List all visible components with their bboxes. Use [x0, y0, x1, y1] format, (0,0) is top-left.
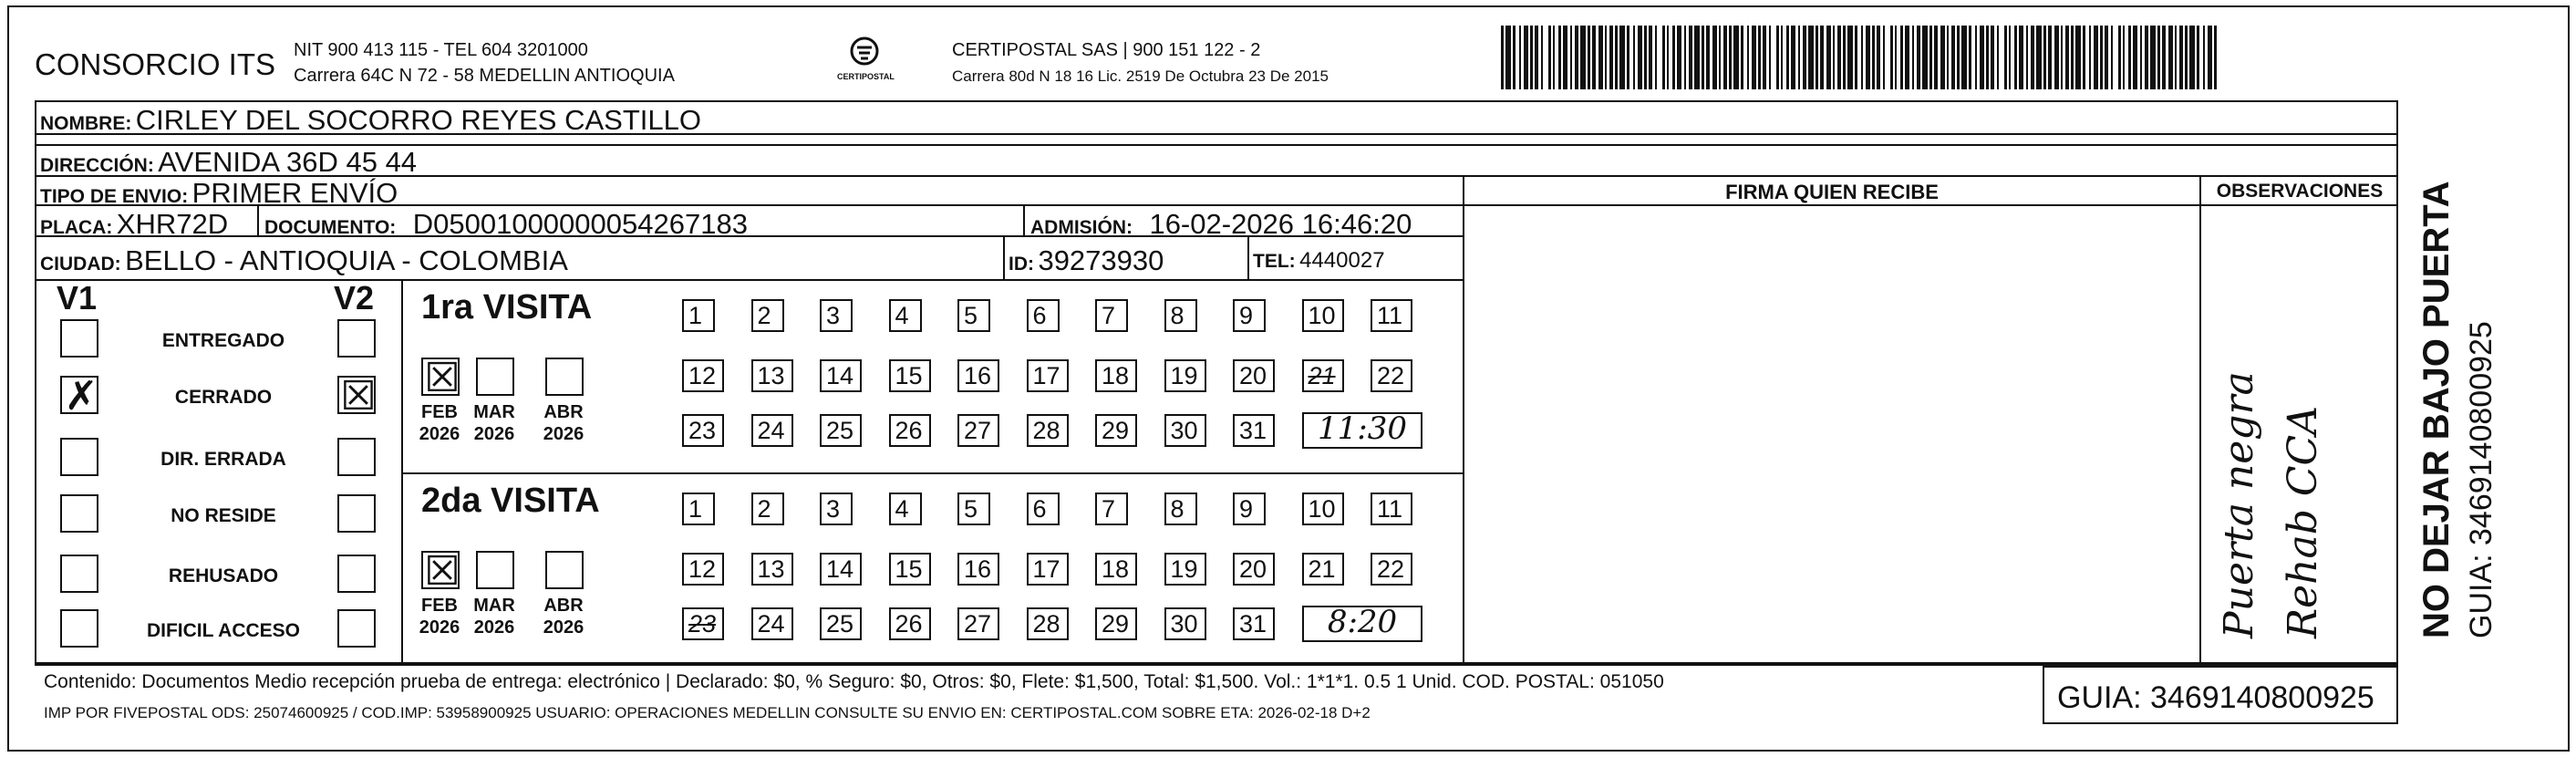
- barcode-bar: [1816, 26, 1818, 89]
- day-box[interactable]: 20: [1233, 553, 1275, 586]
- barcode-bar: [2089, 26, 2091, 89]
- barcode-bar: [1706, 26, 1710, 89]
- barcode-bar: [2214, 26, 2217, 89]
- barcode-bar: [1917, 26, 1920, 89]
- barcode-bar: [1519, 26, 1521, 89]
- city: BELLO - ANTIOQUIA - COLOMBIA: [125, 244, 568, 276]
- barcode-bar: [1563, 26, 1567, 89]
- day-box[interactable]: 9: [1233, 299, 1266, 332]
- day-box[interactable]: 1: [682, 493, 715, 525]
- day-box[interactable]: 26: [889, 607, 931, 640]
- visit-title: 1ra VISITA: [421, 288, 593, 327]
- barcode-bar: [2118, 26, 2121, 89]
- barcode-bar: [2071, 26, 2074, 89]
- barcode-bar: [1615, 26, 1618, 89]
- id-number: 39273930: [1038, 244, 1164, 276]
- barcode-bar: [1769, 26, 1771, 89]
- month-checkbox[interactable]: [476, 358, 514, 396]
- barcode-bar: [1570, 26, 1572, 89]
- day-box[interactable]: 25: [820, 414, 862, 447]
- barcode-bar: [1763, 26, 1766, 89]
- barcode-bar: [2123, 26, 2125, 89]
- day-box[interactable]: 15: [889, 359, 931, 392]
- day-box[interactable]: 10: [1302, 299, 1344, 332]
- company-address: Carrera 64C N 72 - 58 MEDELLIN ANTIOQUIA: [294, 66, 675, 86]
- barcode-bar: [1833, 26, 1835, 89]
- visit-title: 2da VISITA: [421, 482, 600, 520]
- barcode-bar: [1961, 26, 1967, 89]
- month-label: FEB 2026: [419, 402, 460, 444]
- barcode-bar: [2004, 26, 2007, 89]
- shipment-type: PRIMER ENVÍO: [191, 177, 398, 209]
- day-box[interactable]: 29: [1095, 414, 1137, 447]
- barcode-bar: [1905, 26, 1909, 89]
- barcode-bar: [1535, 26, 1538, 89]
- barcode-bar: [1747, 26, 1749, 89]
- city-label: CIUDAD:: [40, 254, 121, 275]
- barcode-bar: [1752, 26, 1756, 89]
- day-box[interactable]: 21: [1302, 553, 1344, 586]
- barcode-bar: [1861, 26, 1863, 89]
- barcode-bar: [1712, 26, 1717, 89]
- v2-checkbox[interactable]: [337, 494, 376, 533]
- barcode-bar: [1803, 26, 1806, 89]
- barcode-bar: [2043, 26, 2046, 89]
- barcode-bar: [2208, 26, 2212, 89]
- v2-checkbox[interactable]: [337, 438, 376, 476]
- barcode-bar: [2128, 26, 2131, 89]
- v1-label: V1: [57, 279, 98, 316]
- barcode-bar: [1791, 26, 1795, 89]
- barcode-bar: [1808, 26, 1814, 89]
- barcode-bar: [2061, 26, 2063, 89]
- barcode-bar: [1662, 26, 1665, 89]
- barcode-bar: [2014, 26, 2017, 89]
- barcode-bar: [1957, 26, 1960, 89]
- no-dejar-bajo-puerta: NO DEJAR BAJO PUERTA: [2416, 181, 2457, 638]
- status-label: REHUSADO: [168, 565, 279, 586]
- barcode-bar: [1548, 26, 1551, 89]
- day-box[interactable]: 11: [1371, 299, 1412, 332]
- barcode-bar: [1638, 26, 1642, 89]
- barcode-bar: [2175, 26, 2177, 89]
- observations-note-1: Puerta negra: [2216, 371, 2262, 638]
- barcode-bar: [1729, 26, 1732, 89]
- status-label: ENTREGADO: [161, 330, 285, 351]
- status-label: CERRADO: [174, 387, 273, 408]
- day-box[interactable]: 2: [751, 299, 784, 332]
- company-nit-tel: NIT 900 413 115 - TEL 604 3201000: [294, 40, 588, 60]
- barcode-bar: [2036, 26, 2042, 89]
- day-box[interactable]: 8: [1164, 299, 1197, 332]
- barcode-bar: [1633, 26, 1635, 89]
- barcode-bar: [1588, 26, 1590, 89]
- day-box[interactable]: 7: [1095, 299, 1128, 332]
- barcode-bar: [1895, 26, 1897, 89]
- barcode-bar: [1951, 26, 1955, 89]
- barcode-bar: [1798, 26, 1800, 89]
- day-box[interactable]: 2: [751, 493, 784, 525]
- day-box[interactable]: 6: [1027, 299, 1060, 332]
- barcode-bar: [1723, 26, 1727, 89]
- barcode-bar: [1883, 26, 1885, 89]
- barcode-bar: [2019, 26, 2023, 89]
- barcode-bar: [2065, 26, 2069, 89]
- day-box[interactable]: 30: [1164, 414, 1206, 447]
- barcode-bar: [1719, 26, 1721, 89]
- barcode-bar: [2026, 26, 2028, 89]
- barcode-bar: [1733, 26, 1739, 89]
- barcode-bar: [2083, 26, 2085, 89]
- barcode-bar: [1922, 26, 1928, 89]
- v2-checkbox[interactable]: ☒: [337, 376, 376, 414]
- barcode-bar: [1619, 26, 1625, 89]
- day-box[interactable]: 3: [820, 299, 853, 332]
- day-box[interactable]: 12: [682, 553, 724, 586]
- barcode-bar: [1843, 26, 1846, 89]
- barcode-bar: [1580, 26, 1586, 89]
- month-checkbox[interactable]: ☒: [421, 358, 460, 396]
- month-checkbox[interactable]: [545, 551, 584, 589]
- barcode-bar: [1541, 26, 1543, 89]
- barcode-bar: [2150, 26, 2156, 89]
- barcode-bar: [1912, 26, 1914, 89]
- day-box[interactable]: 8: [1164, 493, 1197, 525]
- barcode-bar: [2094, 26, 2098, 89]
- company-name: CONSORCIO ITS: [35, 47, 276, 81]
- barcode-bar: [1513, 26, 1516, 89]
- barcode-bar: [2133, 26, 2137, 89]
- recipient-name: CIRLEY DEL SOCORRO REYES CASTILLO: [135, 104, 701, 136]
- admission-date: 16-02-2026 16:46:20: [1149, 208, 1412, 240]
- barcode-bar: [2111, 26, 2113, 89]
- day-box[interactable]: 19: [1164, 553, 1206, 586]
- barcode-bar: [2185, 26, 2188, 89]
- plate-label: PLACA:: [40, 217, 113, 238]
- barcode-bar: [2054, 26, 2059, 89]
- barcode-bar: [1969, 26, 1971, 89]
- barcode-bar: [1872, 26, 1875, 89]
- month-label: MAR 2026: [473, 596, 515, 638]
- status-label: DIR. ERRADA: [160, 449, 286, 470]
- barcode-bar: [2100, 26, 2103, 89]
- logo-emblem-icon: [844, 36, 885, 67]
- day-box[interactable]: 22: [1371, 359, 1412, 392]
- barcode-bar: [2075, 26, 2081, 89]
- address-label: DIRECCIÓN:: [40, 155, 154, 176]
- tel-label: TEL:: [1253, 251, 1296, 272]
- day-box[interactable]: 22: [1371, 553, 1412, 586]
- barcode-bar: [1997, 26, 1999, 89]
- barcode-bar: [1684, 26, 1686, 89]
- barcode-bar: [1649, 26, 1652, 89]
- barcode-bar: [1524, 26, 1528, 89]
- barcode-bar: [1575, 26, 1578, 89]
- status-label: NO RESIDE: [171, 505, 276, 526]
- day-box[interactable]: 28: [1027, 414, 1069, 447]
- day-box[interactable]: 5: [957, 299, 990, 332]
- barcode-bar: [2162, 26, 2166, 89]
- barcode-bar: [1947, 26, 1949, 89]
- barcode-bar: [1694, 26, 1700, 89]
- logo-text: CERTIPOSTAL: [837, 72, 895, 81]
- tel-number: 4440027: [1299, 248, 1385, 273]
- day-box[interactable]: 18: [1095, 359, 1137, 392]
- footer-imp-line: IMP POR FIVEPOSTAL ODS: 25074600925 / COD.IMP: 53958900925 USUARIO: OPERACIONES MEDELLIN CONSULTE SU ENVIO EN: CERTIPOSTAL.COM SOBRE ETA: 2026-02-18 D+2: [44, 704, 1371, 721]
- day-box[interactable]: 14: [820, 553, 862, 586]
- day-box[interactable]: 17: [1027, 359, 1069, 392]
- day-box[interactable]: 27: [957, 607, 999, 640]
- name-label: NOMBRE:: [40, 113, 132, 134]
- courier-line1: CERTIPOSTAL SAS | 900 151 122 - 2: [952, 40, 1261, 60]
- month-label: MAR 2026: [473, 402, 515, 444]
- visit-time-box[interactable]: 11:30: [1302, 412, 1422, 449]
- barcode-bar: [1940, 26, 1945, 89]
- v1-checkbox[interactable]: [60, 494, 98, 533]
- barcode-bar: [1501, 26, 1504, 89]
- barcode-bar: [1598, 26, 1603, 89]
- v2-label: V2: [334, 279, 375, 316]
- barcode-bar: [1820, 26, 1824, 89]
- barcode-bar: [2203, 26, 2205, 89]
- barcode-bar: [1505, 26, 1511, 89]
- barcode-bar: [1741, 26, 1743, 89]
- barcode-bar: [2031, 26, 2034, 89]
- day-box[interactable]: 4: [889, 493, 922, 525]
- barcode-bar: [1758, 26, 1761, 89]
- barcode-bar: [1553, 26, 1555, 89]
- day-box[interactable]: 30: [1164, 607, 1206, 640]
- barcode-bar: [1530, 26, 1533, 89]
- day-box[interactable]: 10: [1302, 493, 1344, 525]
- day-box[interactable]: 24: [751, 414, 793, 447]
- barcode-bar: [2157, 26, 2160, 89]
- day-box[interactable]: 13: [751, 359, 793, 392]
- status-label: DIFICIL ACCESO: [146, 620, 300, 641]
- barcode-bar: [1644, 26, 1647, 89]
- day-box[interactable]: 29: [1095, 607, 1137, 640]
- barcode-bar: [1877, 26, 1880, 89]
- admission-label: ADMISIÓN:: [1030, 217, 1133, 238]
- barcode-bar: [1689, 26, 1692, 89]
- barcode-bar: [1702, 26, 1704, 89]
- id-label: ID:: [1009, 254, 1034, 275]
- day-box[interactable]: 27: [957, 414, 999, 447]
- barcode-bar: [1975, 26, 1977, 89]
- barcode-bar: [1847, 26, 1853, 89]
- barcode-bar: [1558, 26, 1561, 89]
- barcode-bar: [1609, 26, 1613, 89]
- barcode-bar: [1592, 26, 1596, 89]
- barcode-bar: [1837, 26, 1841, 89]
- shipment-type-label: TIPO DE ENVIO:: [40, 186, 189, 207]
- barcode-bar: [2140, 26, 2142, 89]
- barcode-bar: [1672, 26, 1675, 89]
- plate: XHR72D: [116, 208, 229, 240]
- barcode-bar: [1826, 26, 1831, 89]
- footer-content-line: Contenido: Documentos Medio recepción prueba de entrega: electrónico | Declarado: $0, % Seguro: $0, Otros: $0, Flete: $1,500, Total: $1,500. Vol.: 1*1*1. 0.5 1 Unid. COD. POSTAL: 051050: [44, 671, 1664, 692]
- day-box[interactable]: 25: [820, 607, 862, 640]
- barcode-bar: [1866, 26, 1870, 89]
- day-box[interactable]: 23: [682, 414, 724, 447]
- day-box[interactable]: 21: [1302, 359, 1344, 392]
- day-box[interactable]: 16: [957, 359, 999, 392]
- month-label: FEB 2026: [419, 596, 460, 638]
- barcode-bar: [2105, 26, 2108, 89]
- barcode-bar: [2189, 26, 2195, 89]
- day-box[interactable]: 7: [1095, 493, 1128, 525]
- day-box[interactable]: 20: [1233, 359, 1275, 392]
- barcode-bar: [1929, 26, 1932, 89]
- footer-guia: GUIA: 3469140800925: [2057, 680, 2374, 715]
- barcode-bar: [1786, 26, 1789, 89]
- month-label: ABR 2026: [543, 596, 585, 638]
- day-box[interactable]: 14: [820, 359, 862, 392]
- v1-checkbox[interactable]: ✗: [60, 376, 98, 414]
- visit-time-box[interactable]: 8:20: [1302, 606, 1422, 642]
- day-box[interactable]: 31: [1233, 414, 1275, 447]
- month-checkbox[interactable]: [476, 551, 514, 589]
- month-checkbox[interactable]: ☒: [421, 551, 460, 589]
- v2-checkbox[interactable]: [337, 319, 376, 358]
- barcode-bar: [1781, 26, 1783, 89]
- barcode-bar: [1934, 26, 1938, 89]
- v2-checkbox[interactable]: [337, 555, 376, 593]
- recipient-address: AVENIDA 36D 45 44: [158, 146, 418, 178]
- day-box[interactable]: 3: [820, 493, 853, 525]
- day-box[interactable]: 4: [889, 299, 922, 332]
- day-box[interactable]: 5: [957, 493, 990, 525]
- day-box[interactable]: 9: [1233, 493, 1266, 525]
- day-box[interactable]: 24: [751, 607, 793, 640]
- day-box[interactable]: 11: [1371, 493, 1412, 525]
- barcode-bar: [1855, 26, 1857, 89]
- courier-line2: Carrera 80d N 18 16 Lic. 2519 De Octubra 23 De 2015: [952, 67, 1329, 85]
- v1-checkbox[interactable]: [60, 438, 98, 476]
- barcode-bar: [2197, 26, 2199, 89]
- day-box[interactable]: 16: [957, 553, 999, 586]
- document-number: D05001000000054267183: [412, 208, 748, 240]
- barcode-bar: [2168, 26, 2173, 89]
- barcode: [1501, 26, 2221, 89]
- day-box[interactable]: 6: [1027, 493, 1060, 525]
- observations-note-2: Rehab CCA: [2280, 406, 2326, 638]
- month-checkbox[interactable]: [545, 358, 584, 396]
- observations-header: OBSERVACIONES: [2216, 181, 2384, 202]
- certipostal-logo: [837, 36, 895, 89]
- day-box[interactable]: 12: [682, 359, 724, 392]
- v1-checkbox[interactable]: [60, 609, 98, 648]
- v1-checkbox[interactable]: [60, 319, 98, 358]
- barcode-bar: [2048, 26, 2052, 89]
- barcode-bar: [1890, 26, 1893, 89]
- barcode-bar: [1986, 26, 1989, 89]
- barcode-bar: [1677, 26, 1681, 89]
- day-box[interactable]: 23: [682, 607, 724, 640]
- day-box[interactable]: 15: [889, 553, 931, 586]
- document-label: DOCUMENTO:: [264, 217, 397, 238]
- day-box[interactable]: 1: [682, 299, 715, 332]
- month-label: ABR 2026: [543, 402, 585, 444]
- day-box[interactable]: 28: [1027, 607, 1069, 640]
- side-guia-number: GUIA: 3469140800925: [2464, 321, 2498, 638]
- barcode-bar: [2179, 26, 2183, 89]
- signature-area[interactable]: [1464, 206, 2199, 664]
- barcode-bar: [1776, 26, 1779, 89]
- day-box[interactable]: 17: [1027, 553, 1069, 586]
- barcode-bar: [2009, 26, 2011, 89]
- barcode-bar: [1900, 26, 1903, 89]
- day-box[interactable]: 19: [1164, 359, 1206, 392]
- v2-checkbox[interactable]: [337, 609, 376, 648]
- v1-checkbox[interactable]: [60, 555, 98, 593]
- barcode-bar: [1627, 26, 1629, 89]
- barcode-bar: [1605, 26, 1607, 89]
- day-box[interactable]: 13: [751, 553, 793, 586]
- day-box[interactable]: 26: [889, 414, 931, 447]
- barcode-bar: [1991, 26, 1994, 89]
- signature-header: FIRMA QUIEN RECIBE: [1725, 181, 1939, 203]
- barcode-bar: [1655, 26, 1657, 89]
- day-box[interactable]: 31: [1233, 607, 1275, 640]
- barcode-bar: [1980, 26, 1984, 89]
- barcode-bar: [2145, 26, 2148, 89]
- day-box[interactable]: 18: [1095, 553, 1137, 586]
- barcode-bar: [1667, 26, 1669, 89]
